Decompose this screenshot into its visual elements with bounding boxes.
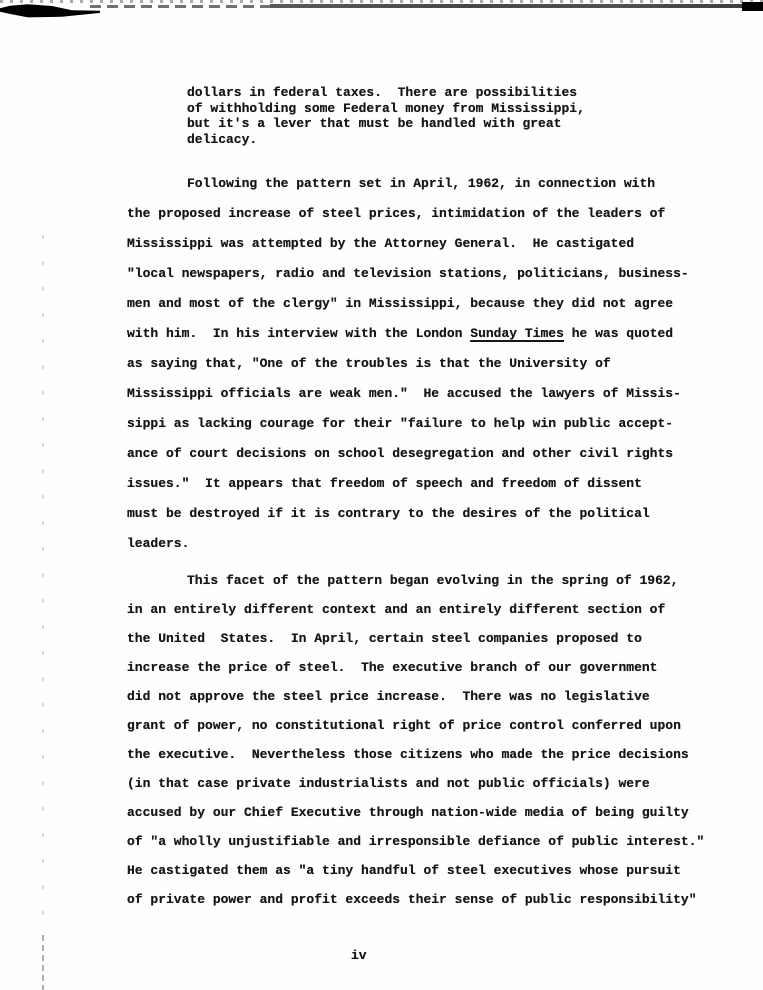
scan-artifact-left-specks bbox=[42, 235, 44, 935]
scan-artifact-dotted-edge bbox=[0, 0, 763, 3]
scan-artifact-solid-streak bbox=[270, 4, 763, 8]
text-line: increase the price of steel. The executive branch of our government bbox=[127, 660, 658, 675]
text-line: must be destroyed if it is contrary to the desires of the political bbox=[127, 506, 650, 521]
text-line: but it's a lever that must be handled with great bbox=[187, 116, 562, 131]
text-line: the proposed increase of steel prices, intimidation of the leaders of bbox=[127, 206, 666, 221]
underlined-publication-title: Sunday Times bbox=[470, 326, 564, 341]
text-line: issues." It appears that freedom of speech and freedom of dissent bbox=[127, 476, 642, 491]
text-line: of "a wholly unjustifiable and irresponsible defiance of public interest." bbox=[127, 834, 705, 849]
scan-artifact-dashed-streak bbox=[90, 5, 280, 8]
text-line: did not approve the steel price increase. There was no legislative bbox=[127, 689, 650, 704]
scan-artifact-left-specks-bottom bbox=[42, 935, 44, 990]
text-line: ance of court decisions on school desegregation and other civil rights bbox=[127, 446, 674, 461]
text-line: Following the pattern set in April, 1962, in connection with bbox=[187, 176, 656, 191]
scan-artifact-corner-mark bbox=[742, 2, 763, 11]
scan-artifact-ink-blob bbox=[0, 3, 100, 18]
text-line: in an entirely different context and an entirely different section of bbox=[127, 602, 666, 617]
text-line: as saying that, "One of the troubles is that the University of bbox=[127, 356, 611, 371]
text-line: with him. In his interview with the London Sunday Times he was quoted bbox=[127, 326, 674, 341]
text-line: This facet of the pattern began evolving in the spring of 1962, bbox=[187, 573, 679, 588]
text-line: of withholding some Federal money from Mississippi, bbox=[187, 100, 585, 116]
block-quote bbox=[187, 85, 727, 147]
text-line: Mississippi officials are weak men." He accused the lawyers of Missis- bbox=[127, 386, 681, 401]
text-line: men and most of the clergy" in Mississippi, because they did not agree bbox=[127, 296, 674, 311]
text-line: the United States. In April, certain steel companies proposed to bbox=[127, 631, 642, 646]
text-line: He castigated them as "a tiny handful of steel executives whose pursuit bbox=[127, 863, 681, 878]
text-line: the executive. Nevertheless those citizens who made the price decisions bbox=[127, 747, 689, 762]
text-line: sippi as lacking courage for their "failure to help win public accept- bbox=[127, 416, 674, 431]
text-line: accused by our Chief Executive through nation-wide media of being guilty bbox=[127, 805, 689, 820]
paragraph-intimidation bbox=[127, 169, 727, 559]
text-line: dollars in federal taxes. There are possibilities bbox=[187, 85, 578, 100]
text-line: grant of power, no constitutional right of price control conferred upon bbox=[127, 718, 681, 733]
text-line: "local newspapers, radio and television stations, politicians, business- bbox=[127, 266, 689, 281]
text-line: (in that case private industrialists and not public officials) were bbox=[127, 776, 650, 791]
text-line: leaders. bbox=[127, 536, 190, 551]
page-number: iv bbox=[351, 948, 367, 963]
paragraph-steel-prices bbox=[127, 566, 727, 914]
document-body bbox=[127, 85, 727, 914]
text-line: delicacy. bbox=[187, 131, 258, 147]
text-line: Mississippi was attempted by the Attorney General. He castigated bbox=[127, 236, 635, 251]
text-line: of private power and profit exceeds their sense of public responsibility" bbox=[127, 892, 697, 907]
